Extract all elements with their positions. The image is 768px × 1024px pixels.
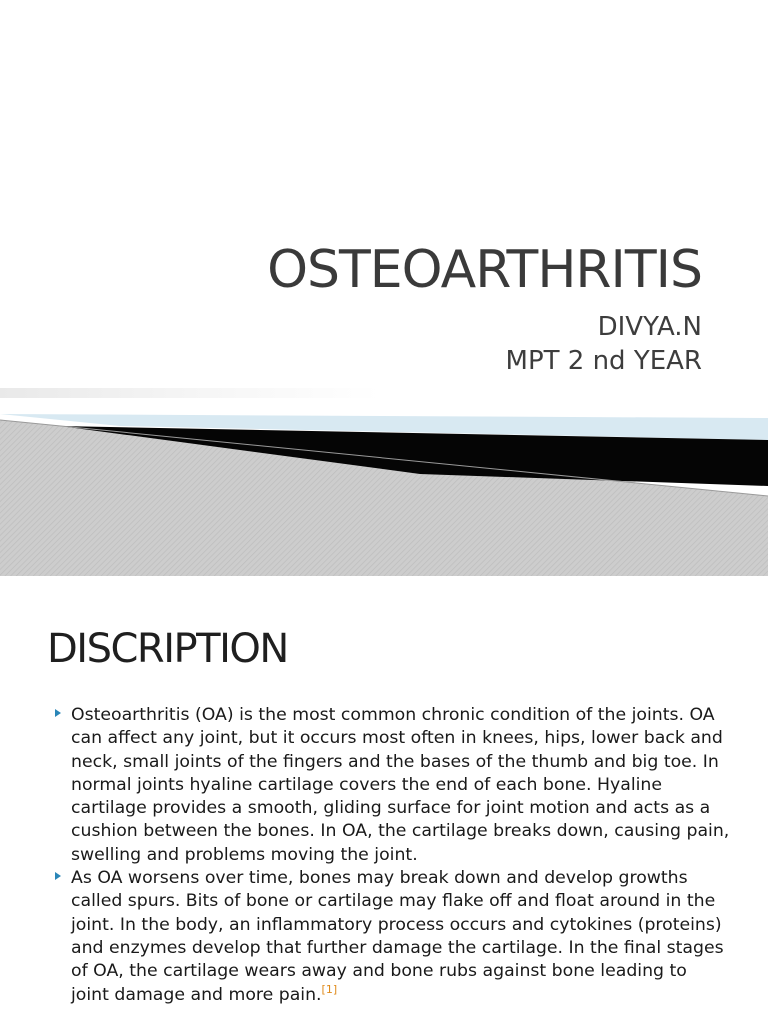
decorative-banner [0,388,768,576]
bullet-arrow-icon [55,709,61,717]
citation-link[interactable]: [1] [321,982,338,996]
author-course: MPT 2 nd YEAR [505,346,702,376]
author-name: DIVYA.N [597,312,702,342]
bullet-text: As OA worsens over time, bones may break down and develop growths called spurs. Bits of bone or cartilage may flake off and float around in the joint. In the body, an inflammatory process occurs and cytokines (proteins) and enzymes develop that further damage the cartilage. In the final stages of OA, the cartilage wears away and bone rubs against bone leading to joint damage and more pain. [71,868,724,1005]
description-slide [0,576,768,1024]
banner-shade-strip [0,388,380,398]
list-item [0,867,768,1007]
bullet-text-wrapper [71,867,730,1007]
bullet-arrow-icon [55,872,61,880]
bullet-list [0,704,768,1007]
slide-title: OSTEOARTHRITIS [267,240,702,300]
slide-subtitle [506,310,702,378]
list-item [0,704,768,867]
bullet-text: Osteoarthritis (OA) is the most common chronic condition of the joints. OA can affect any joint, but it occurs most often in knees, hips, lower back and neck, small joints of the fingers and the bases of the thumb and big toe. In normal joints hyaline cartilage covers the end of each bone. Hyaline cartilage provides a smooth, gliding surface for joint motion and acts as a cushion between the bones. In OA, the cartilage breaks down, causing pain, swelling and problems moving the joint. [71,705,730,865]
section-heading: DISCRIPTION [47,626,288,672]
